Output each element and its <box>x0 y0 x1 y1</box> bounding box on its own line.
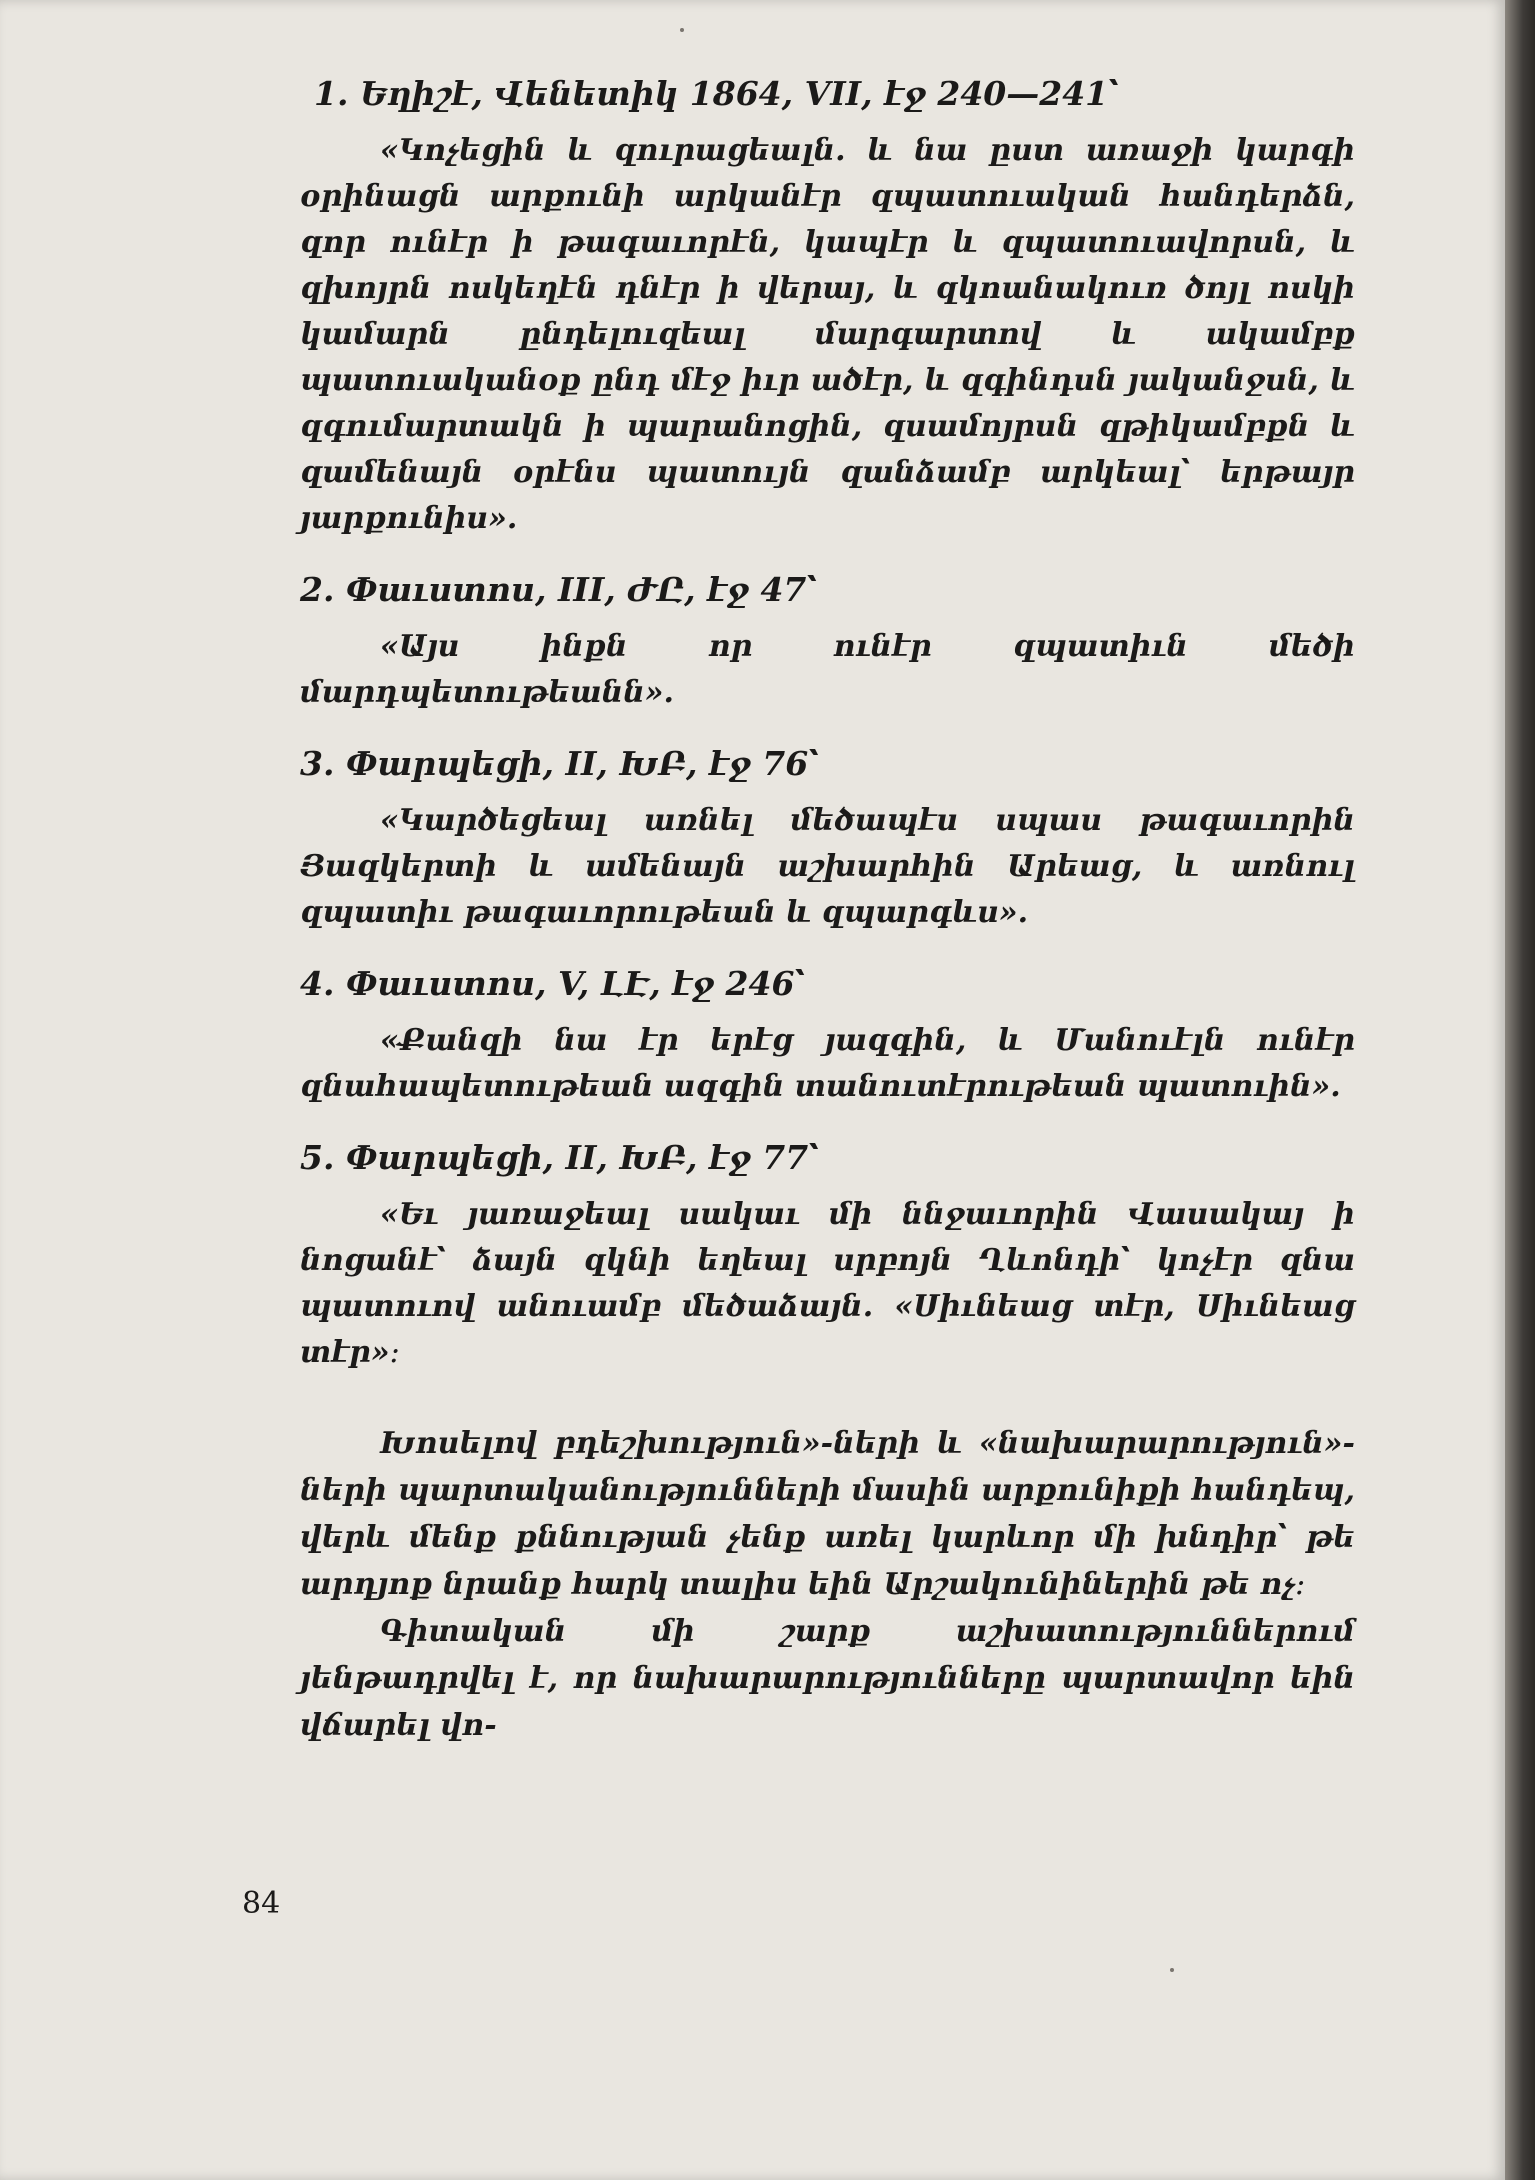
body-paragraph: Խոսելով բդեշխություն»-ների և «նախարարություն»-ների պարտականությունների մասին արքունիքի հանդեպ, վերև մենք քննության չենք առել կարևոր մի խնդիր՝ թե արդյոք նրանք հարկ տալիս եին Արշակունիներին թե ոչ։ <box>300 1426 1355 1602</box>
book-spine <box>1505 0 1535 2180</box>
reference-heading: 2. Փաւստոս, III, ԺԸ, էջ 47՝ <box>300 570 818 609</box>
page-content <box>300 70 1355 1749</box>
reference-heading: 3. Փարպեցի, II, ԽԲ, էջ 76՝ <box>300 744 819 783</box>
reference-quote: «Այս ինքն որ ունէր զպատիւն մեծի մարդպետութեանն». <box>300 629 1355 710</box>
page-number: 84 <box>242 1886 281 1921</box>
reference-quote: «Կոչեցին և զուրացեալն. և նա ըստ առաջի կարգի օրինացն արքունի արկանէր զպատուական հանդերձն, զոր ունէր ի թագաւորէն, կապէր և զպատուավորսն, և զխոյրն ոսկեղէն դնէր ի վերայ, և զկոանակուռ ծոյլ ոսկի կամարն ընդելուզեալ մարգարտով և ակամբք պատուականօք ընդ մէջ իւր ածէր, և զգինդսն յականջսն, և զգումարտակն ի պարանոցին, զսամոյրսն զթիկամբքն և զամենայն օրէնս պատույն զանձամբ արկեալ՝ երթայր յարքունիս». <box>300 133 1355 536</box>
reference-heading: 5. Փարպեցի, II, ԽԲ, էջ 77՝ <box>300 1138 819 1177</box>
reference-quote: «Քանզի նա էր երէց յազգին, և Մանուէլն ունէր զնահապետութեան ազգին տանուտէրութեան պատուին». <box>300 1023 1355 1104</box>
reference-quote: «Եւ յառաջեալ սակաւ մի ննջաւորին Վասակայ ի նոցանէ՝ ձայն զկնի եղեալ սրբոյն Ղևոնդի՝ կոչէր զնա պատուով անուամբ մեծաձայն. «Սիւնեաց տէր, Սիւնեաց տէր»։ <box>300 1197 1355 1370</box>
reference-heading: 1. Եղիշէ, Վենետիկ 1864, VII, էջ 240—241՝ <box>314 74 1119 113</box>
paper-speck <box>1170 1968 1174 1972</box>
paper-speck <box>680 28 684 32</box>
body-paragraph: Գիտական մի շարք աշխատություններում յենթադրվել է, որ նախարարությունները պարտավոր եին վճարել վո- <box>300 1614 1355 1743</box>
reference-heading: 4. Փաւստոս, V, ԼԷ, էջ 246՝ <box>300 964 806 1003</box>
reference-quote: «Կարծեցեալ առնել մեծապէս սպաս թագաւորին Յազկերտի և ամենայն աշխարհին Արեաց, և առնուլ զպատիւ թագաւորութեան և զպարգևս». <box>300 803 1355 930</box>
